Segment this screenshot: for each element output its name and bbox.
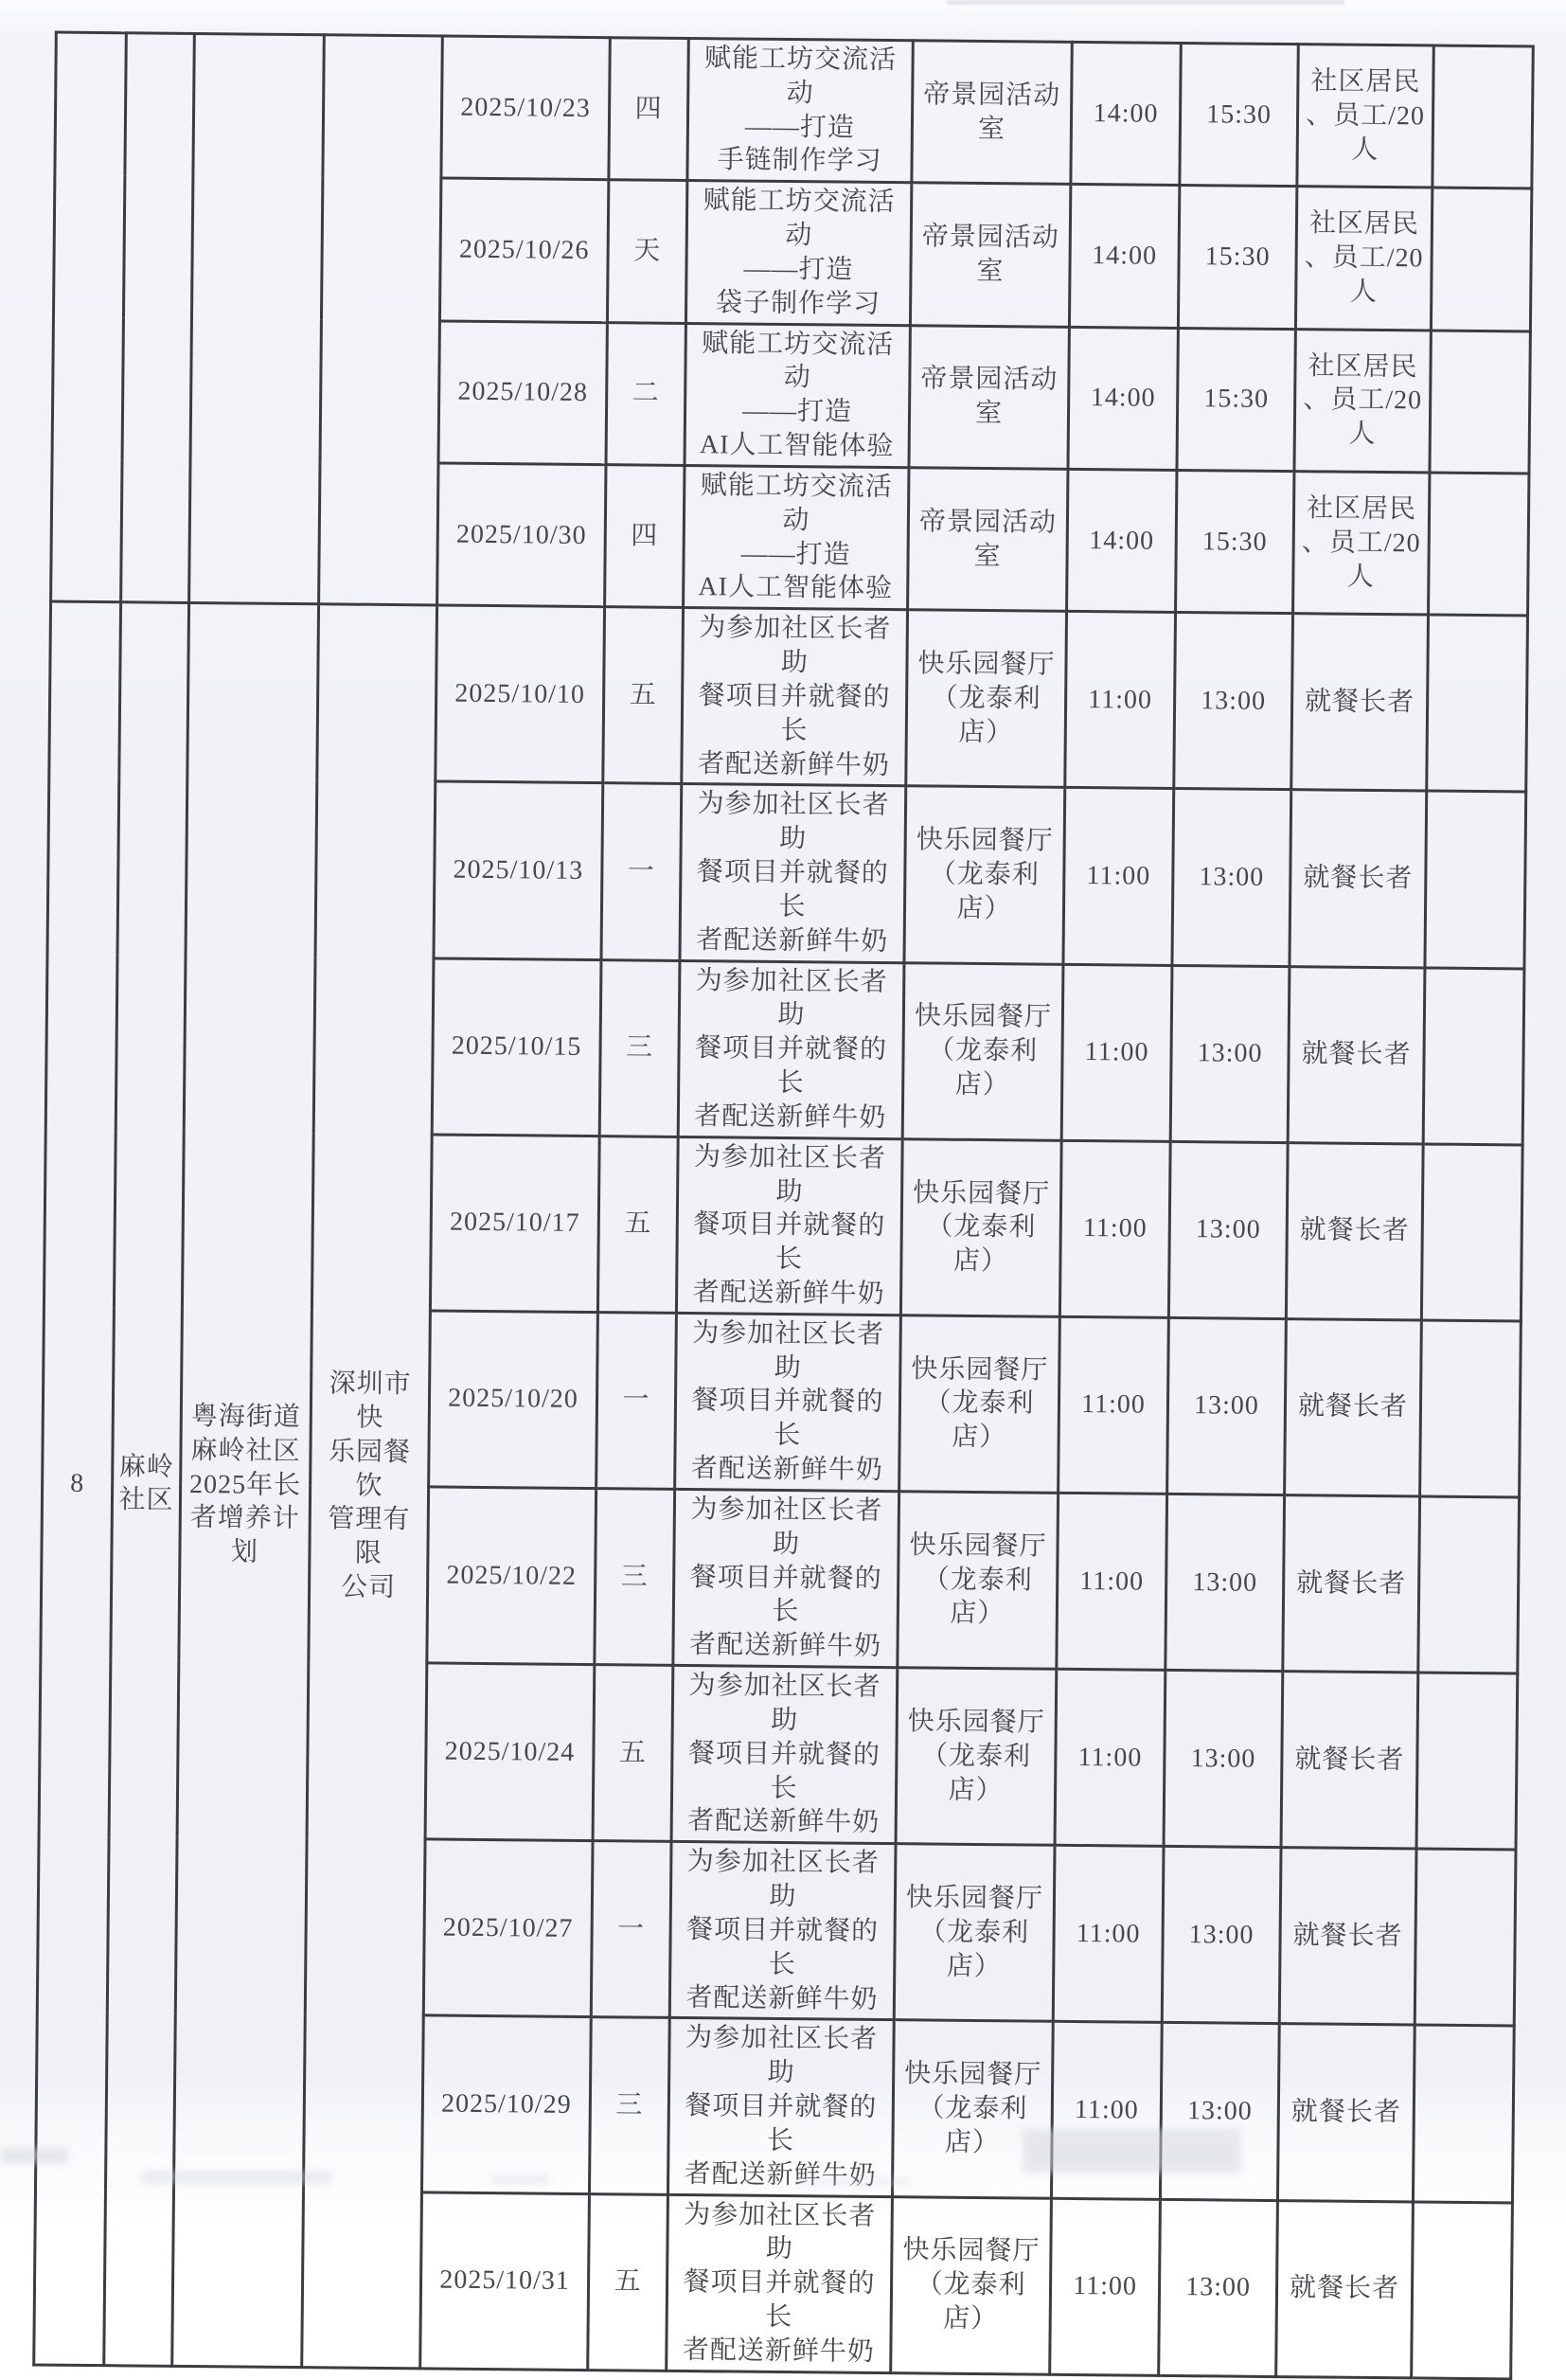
audience-cell: 就餐长者 [1285,1318,1422,1496]
remark-cell-empty [1429,473,1529,616]
start-time-cell: 11:00 [1059,1316,1169,1494]
location-cell: 帝景园活动 室 [909,325,1069,469]
audience-cell: 就餐长者 [1279,1848,1416,2026]
audience-cell: 社区居民 、员工/20 人 [1295,187,1432,331]
weekday-cell: 四 [609,38,688,181]
audience-cell: 就餐长者 [1288,966,1425,1144]
activity-cell: 为参加社区长者助 餐项目并就餐的长 者配送新鲜牛奶 [675,1313,901,1491]
start-time-cell: 11:00 [1065,612,1176,789]
provider-cell: 深圳市快 乐园餐饮 管理有限 公司 [302,604,437,2369]
audience-cell: 就餐长者 [1277,2024,1415,2202]
weekday-cell: 四 [605,465,685,608]
weekday-cell: 五 [593,1665,673,1842]
remark-cell-empty [1433,45,1533,188]
start-time-cell: 11:00 [1055,1669,1166,1846]
audience-cell: 社区居民 、员工/20 人 [1293,472,1430,616]
date-cell: 2025/10/20 [429,1311,598,1489]
location-cell: 快乐园餐厅 （龙泰利 店） [894,1844,1055,2022]
community-cell: 麻岭 社区 [104,602,189,2366]
weekday-cell: 二 [606,322,685,465]
date-cell: 2025/10/29 [421,2015,591,2193]
end-time-cell: 13:00 [1167,1317,1287,1494]
activity-cell: 赋能工坊交流活动 ——打造 袋子制作学习 [685,181,911,326]
end-time-cell: 13:00 [1172,789,1291,966]
weekday-cell: 五 [588,2193,668,2371]
date-cell: 2025/10/24 [425,1663,595,1841]
end-time-cell: 13:00 [1164,1670,1283,1847]
remark-cell-empty [1425,791,1526,968]
end-time-cell: 13:00 [1174,613,1293,790]
start-time-cell: 14:00 [1068,327,1178,470]
activity-cell: 赋能工坊交流活动 ——打造 AI人工智能体验 [685,323,910,468]
start-time-cell: 11:00 [1053,1846,1164,2023]
audience-cell: 就餐长者 [1283,1495,1420,1673]
date-cell: 2025/10/31 [420,2192,590,2370]
end-time-cell: 13:00 [1160,2023,1279,2200]
location-cell: 快乐园餐厅 （龙泰利 店） [902,962,1063,1140]
weekday-cell: 三 [595,1489,675,1666]
date-cell: 2025/10/10 [436,605,605,783]
end-time-cell: 15:30 [1177,328,1295,471]
location-cell: 快乐园餐厅 （龙泰利 店） [899,1315,1060,1494]
activity-cell: 赋能工坊交流活动 ——打造 手链制作学习 [687,38,913,183]
remark-cell-empty [1431,188,1531,331]
schedule-row [49,601,1528,792]
activity-cell: 为参加社区长者助 餐项目并就餐的长 者配送新鲜牛奶 [680,784,906,962]
date-cell: 2025/10/15 [432,957,601,1136]
date-cell: 2025/10/23 [441,36,610,180]
activity-cell: 为参加社区长者助 餐项目并就餐的长 者配送新鲜牛奶 [676,1136,902,1315]
schedule-table-sheet [32,31,1535,2380]
audience-cell: 就餐长者 [1286,1142,1423,1320]
provider-cell-empty [319,35,443,605]
activity-cell: 为参加社区长者助 餐项目并就餐的长 者配送新鲜牛奶 [667,2018,894,2196]
remark-cell-empty [1412,2201,1513,2378]
remark-cell-empty [1413,2025,1514,2202]
location-cell: 快乐园餐厅 （龙泰利 店） [896,1668,1057,1846]
location-cell: 帝景园活动 室 [908,468,1068,612]
date-cell: 2025/10/26 [439,178,608,322]
audience-cell: 社区居民 、员工/20 人 [1297,45,1433,188]
audience-cell: 就餐长者 [1290,790,1427,968]
start-time-cell: 14:00 [1067,469,1177,612]
start-time-cell: 14:00 [1071,42,1181,185]
serial-cell: 8 [34,601,121,2365]
location-cell: 帝景园活动 室 [910,183,1070,327]
date-cell: 2025/10/17 [430,1135,599,1313]
remark-cell-empty [1427,615,1528,792]
activity-cell: 为参加社区长者助 餐项目并就餐的长 者配送新鲜牛奶 [667,2194,893,2372]
date-cell: 2025/10/13 [434,781,603,959]
weekday-cell: 一 [591,1841,671,2018]
start-time-cell: 11:00 [1061,964,1172,1141]
end-time-cell: 15:30 [1180,43,1298,186]
weekday-cell: 天 [607,180,686,323]
project-cell: 粤海街道 麻岭社区 2025年长 者增养计 划 [172,603,319,2368]
weekday-cell: 五 [603,607,684,784]
audience-cell: 就餐长者 [1291,614,1429,792]
activity-cell: 为参加社区长者助 餐项目并就餐的长 者配送新鲜牛奶 [671,1665,898,1843]
activity-cell: 赋能工坊交流活动 ——打造 AI人工智能体验 [684,465,909,610]
end-time-cell: 15:30 [1178,186,1296,329]
end-time-cell: 13:00 [1170,965,1290,1142]
end-time-cell: 15:30 [1176,470,1294,613]
date-cell: 2025/10/28 [438,321,607,465]
audience-cell: 就餐长者 [1281,1672,1418,1850]
start-time-cell: 11:00 [1051,2022,1162,2199]
start-time-cell: 11:00 [1057,1493,1167,1670]
location-cell: 快乐园餐厅 （龙泰利 店） [900,1138,1061,1316]
audience-cell: 就餐长者 [1276,2200,1414,2378]
location-cell: 快乐园餐厅 （龙泰利 店） [892,2020,1053,2198]
remark-cell-empty [1430,331,1530,474]
date-cell: 2025/10/30 [437,463,606,607]
weekday-cell: 一 [601,783,682,960]
start-time-cell: 11:00 [1050,2198,1161,2375]
end-time-cell: 13:00 [1168,1141,1288,1318]
end-time-cell: 13:00 [1162,1847,1281,2024]
location-cell: 快乐园餐厅 （龙泰利 店） [904,786,1065,964]
activity-cell: 为参加社区长者助 餐项目并就餐的长 者配送新鲜牛奶 [678,960,904,1138]
location-cell: 快乐园餐厅 （龙泰利 店） [891,2196,1052,2374]
activity-cell: 为参加社区长者助 餐项目并就餐的长 者配送新鲜牛奶 [669,1842,896,2020]
activity-cell: 为参加社区长者助 餐项目并就餐的长 者配送新鲜牛奶 [682,608,908,786]
schedule-row [55,32,1533,188]
start-time-cell: 14:00 [1069,185,1179,328]
weekday-cell: 三 [599,959,680,1136]
end-time-cell: 13:00 [1159,2199,1278,2376]
remark-cell-empty [1423,968,1524,1145]
activity-cell: 为参加社区长者助 餐项目并就餐的长 者配送新鲜牛奶 [673,1489,899,1667]
scan-edge-artifact [947,0,1344,5]
end-time-cell: 13:00 [1166,1494,1285,1671]
weekday-cell: 一 [596,1312,677,1489]
location-cell: 帝景园活动 室 [912,41,1072,185]
weekday-cell: 五 [597,1136,678,1313]
date-cell: 2025/10/22 [427,1487,596,1665]
remark-cell-empty [1421,1144,1522,1321]
audience-cell: 社区居民 、员工/20 人 [1294,329,1431,473]
start-time-cell: 11:00 [1063,788,1174,965]
date-cell: 2025/10/27 [423,1839,593,2017]
community-cell-empty [121,33,195,603]
weekday-cell: 三 [589,2017,669,2194]
start-time-cell: 11:00 [1059,1140,1170,1317]
activity-schedule-table [32,31,1535,2380]
remark-cell-empty [1420,1320,1522,1497]
project-cell-empty [189,33,325,604]
location-cell: 快乐园餐厅 （龙泰利 店） [906,610,1067,788]
location-cell: 快乐园餐厅 （龙泰利 店） [898,1492,1059,1670]
remark-cell-empty [1415,1849,1516,2026]
remark-cell-empty [1418,1496,1520,1673]
remark-cell-empty [1416,1673,1518,1850]
serial-cell-empty [51,32,127,602]
